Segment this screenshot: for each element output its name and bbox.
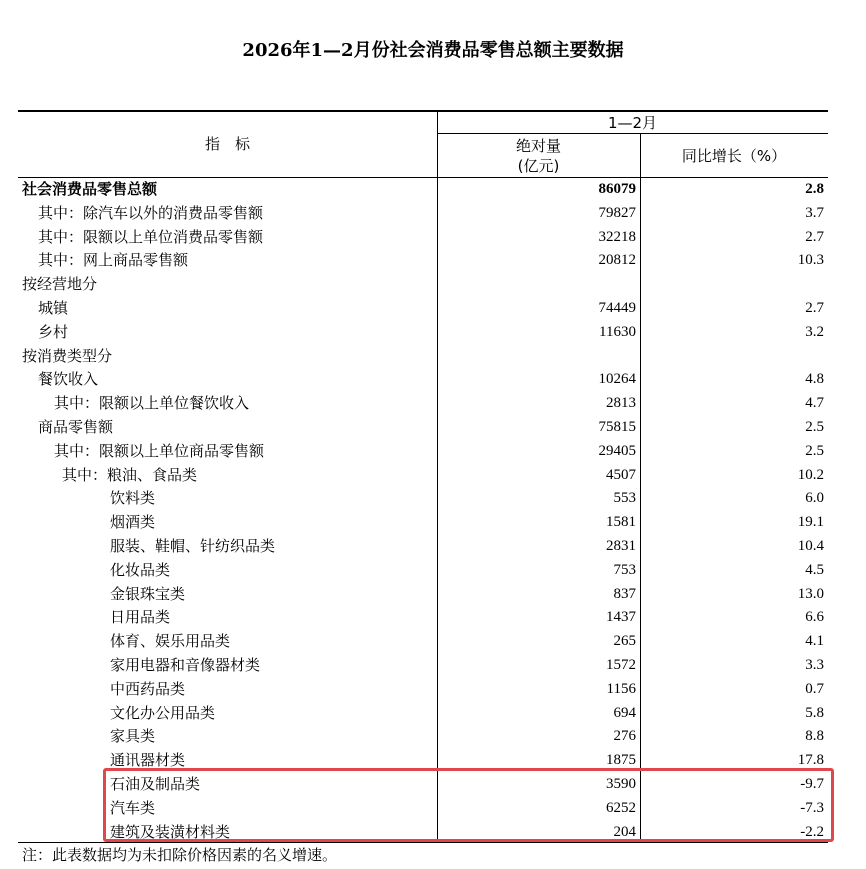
growth-cell: 2.7 bbox=[805, 300, 824, 316]
growth-cell: 2.7 bbox=[805, 228, 824, 245]
table-row bbox=[0, 178, 866, 202]
table-row bbox=[0, 249, 866, 273]
row-label: 金银珠宝类 bbox=[110, 584, 186, 603]
absolute-value-cell: 553 bbox=[613, 490, 636, 507]
row-label: 其中：网上商品零售额 bbox=[38, 251, 189, 270]
absolute-value-cell: 4507 bbox=[606, 466, 636, 483]
table-row bbox=[0, 345, 866, 369]
table-row bbox=[0, 226, 866, 250]
absolute-value-unit: (亿元) bbox=[517, 157, 560, 175]
row-label: 其中：限额以上单位商品零售额 bbox=[54, 441, 265, 460]
indicator-header: 指 标 bbox=[204, 135, 250, 153]
growth-cell: 10.3 bbox=[797, 252, 824, 269]
absolute-value-cell: 2813 bbox=[606, 395, 636, 412]
absolute-value-cell: 32218 bbox=[598, 228, 636, 245]
row-label: 饮料类 bbox=[110, 489, 156, 508]
row-label: 餐饮收入 bbox=[38, 370, 99, 389]
table-title: 2026年1—2月份社会消费品零售总额主要数据 bbox=[242, 40, 624, 61]
absolute-value-cell: 1581 bbox=[606, 514, 636, 531]
row-label: 商品零售额 bbox=[38, 418, 114, 436]
row-label: 按经营地分 bbox=[22, 275, 98, 294]
row-label: 石油及制品类 bbox=[110, 775, 201, 793]
growth-cell: 0.7 bbox=[805, 680, 824, 697]
growth-cell: 2.5 bbox=[805, 442, 824, 459]
growth-cell: 4.8 bbox=[805, 371, 824, 388]
growth-cell: -9.7 bbox=[800, 776, 824, 792]
row-label: 按消费类型分 bbox=[22, 346, 113, 365]
row-label: 烟酒类 bbox=[110, 513, 156, 532]
absolute-value-cell: 1875 bbox=[606, 752, 636, 769]
table-row bbox=[0, 725, 866, 749]
growth-cell: 3.2 bbox=[805, 323, 824, 340]
table-row bbox=[0, 321, 866, 345]
row-label: 日用品类 bbox=[110, 608, 171, 627]
absolute-value-cell: 837 bbox=[613, 585, 636, 602]
table-note: 注：此表数据均为未扣除价格因素的名义增速。 bbox=[22, 846, 338, 864]
table-top-rule bbox=[18, 110, 828, 112]
table-row bbox=[0, 440, 866, 464]
table-row bbox=[0, 511, 866, 535]
growth-cell: 17.8 bbox=[797, 752, 824, 769]
table-row bbox=[0, 630, 866, 654]
period-underline bbox=[437, 133, 828, 134]
absolute-value-cell: 11630 bbox=[599, 323, 636, 340]
row-label: 乡村 bbox=[38, 322, 69, 341]
absolute-value-cell: 1572 bbox=[606, 657, 636, 673]
row-label: 通讯器材类 bbox=[110, 751, 186, 770]
growth-cell: 4.1 bbox=[805, 633, 824, 650]
absolute-value-cell: 3590 bbox=[606, 776, 636, 792]
absolute-value-cell: 6252 bbox=[606, 799, 636, 816]
table-row bbox=[0, 416, 866, 440]
table-row bbox=[0, 368, 866, 392]
absolute-value-cell: 694 bbox=[613, 704, 636, 721]
row-label: 城镇 bbox=[38, 299, 69, 317]
growth-cell: 6.6 bbox=[805, 609, 824, 626]
growth-cell: 5.8 bbox=[805, 704, 824, 721]
row-label: 中西药品类 bbox=[110, 679, 186, 698]
row-label: 建筑及装潢材料类 bbox=[110, 822, 231, 841]
growth-cell: -7.3 bbox=[800, 799, 824, 816]
row-label: 化妆品类 bbox=[110, 560, 171, 579]
table-row bbox=[0, 559, 866, 583]
growth-cell: 3.3 bbox=[805, 657, 824, 673]
growth-header: 同比增长（%） bbox=[681, 147, 787, 165]
row-label: 其中：限额以上单位消费品零售额 bbox=[38, 227, 264, 246]
growth-cell: 19.1 bbox=[797, 514, 824, 531]
growth-cell: 10.2 bbox=[797, 466, 824, 483]
highlight-box bbox=[103, 768, 834, 842]
table-row bbox=[0, 702, 866, 726]
row-label: 体育、娱乐用品类 bbox=[110, 632, 231, 651]
table-row bbox=[0, 654, 866, 678]
absolute-value-cell: 204 bbox=[613, 823, 636, 840]
growth-cell: 4.7 bbox=[805, 395, 824, 412]
table-row bbox=[0, 487, 866, 511]
absolute-value-cell: 265 bbox=[613, 633, 636, 650]
growth-cell: 2.5 bbox=[805, 419, 824, 435]
row-label: 服装、鞋帽、针纺织品类 bbox=[110, 537, 276, 555]
row-label: 汽车类 bbox=[110, 798, 156, 817]
period-header: 1—2月 bbox=[607, 114, 658, 132]
row-label: 文化办公用品类 bbox=[110, 703, 216, 722]
absolute-value-cell: 276 bbox=[613, 728, 636, 745]
absolute-value-label: 绝对量 bbox=[515, 137, 561, 155]
absolute-value-cell: 20812 bbox=[598, 252, 636, 269]
table-row bbox=[0, 535, 866, 559]
growth-cell: -2.2 bbox=[800, 823, 824, 840]
table-row bbox=[0, 583, 866, 607]
absolute-value-header bbox=[437, 136, 640, 176]
row-label: 其中：除汽车以外的消费品零售额 bbox=[38, 203, 264, 222]
growth-cell: 6.0 bbox=[805, 490, 824, 507]
absolute-value-cell: 79827 bbox=[598, 204, 636, 221]
table-row bbox=[0, 273, 866, 297]
growth-cell: 3.7 bbox=[805, 204, 824, 221]
row-label: 其中：粮油、食品类 bbox=[62, 465, 198, 484]
absolute-value-cell: 1437 bbox=[606, 609, 636, 626]
growth-cell: 13.0 bbox=[797, 585, 824, 602]
table-row bbox=[0, 678, 866, 702]
absolute-value-cell: 75815 bbox=[598, 419, 636, 435]
growth-cell: 2.8 bbox=[805, 181, 824, 197]
absolute-value-cell: 2831 bbox=[606, 538, 636, 554]
table-row bbox=[0, 464, 866, 488]
row-label: 家用电器和音像器材类 bbox=[110, 656, 261, 674]
table-row bbox=[0, 297, 866, 321]
row-label: 家具类 bbox=[110, 727, 156, 746]
growth-cell: 8.8 bbox=[805, 728, 824, 745]
table-row bbox=[0, 606, 866, 630]
absolute-value-cell: 753 bbox=[613, 561, 636, 578]
absolute-value-cell: 1156 bbox=[606, 680, 636, 697]
table-row bbox=[0, 202, 866, 226]
absolute-value-cell: 10264 bbox=[598, 371, 636, 388]
row-label: 其中：限额以上单位餐饮收入 bbox=[54, 394, 250, 413]
growth-cell: 10.4 bbox=[797, 538, 824, 554]
growth-cell: 4.5 bbox=[805, 561, 824, 578]
absolute-value-cell: 29405 bbox=[598, 442, 636, 459]
absolute-value-cell: 86079 bbox=[598, 181, 636, 197]
table-row bbox=[0, 392, 866, 416]
absolute-value-cell: 74449 bbox=[598, 300, 636, 316]
row-label: 社会消费品零售总额 bbox=[22, 180, 158, 198]
